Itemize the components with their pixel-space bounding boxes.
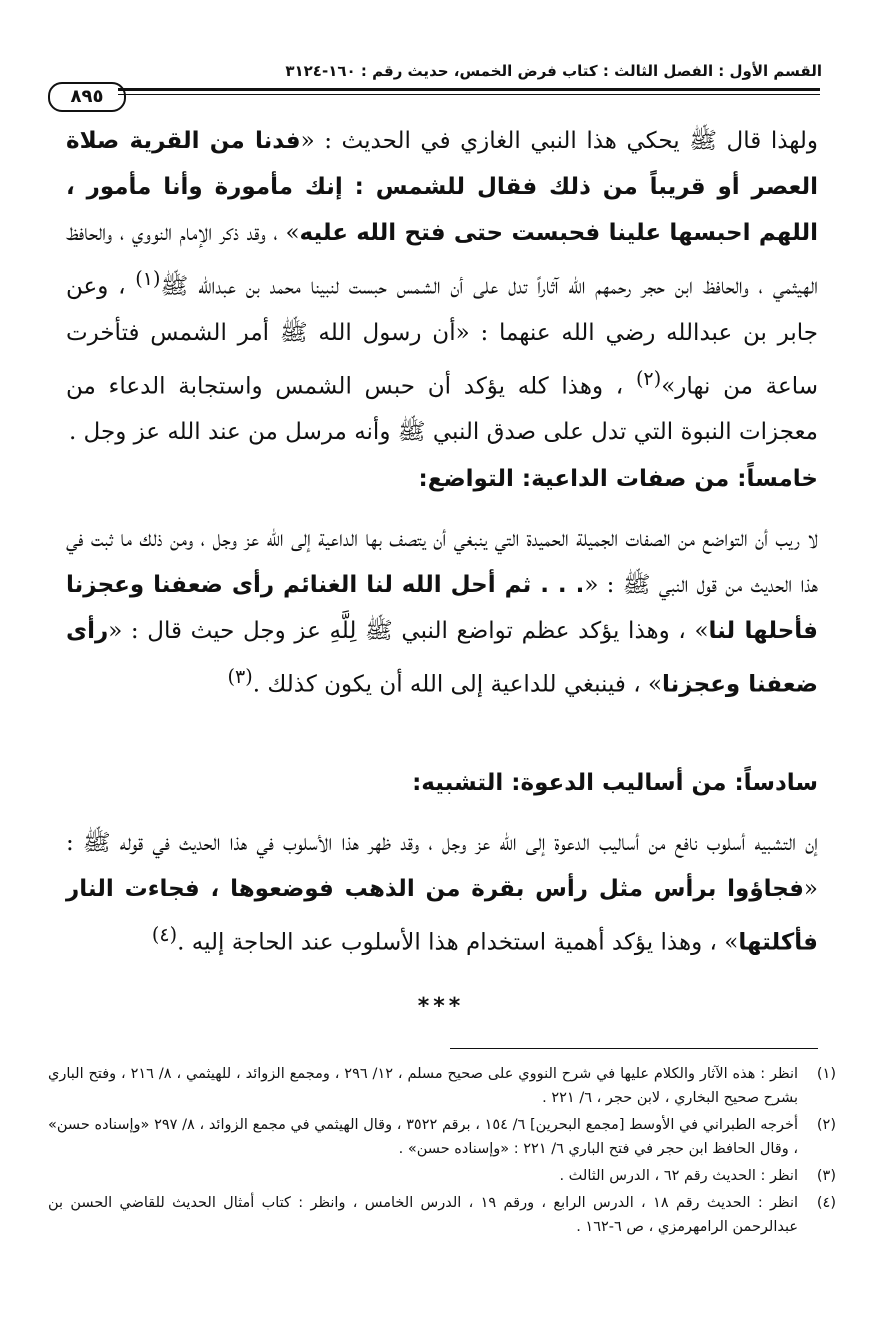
footnote-rule bbox=[450, 1048, 818, 1049]
running-header: القسم الأول : الفصل الثالث : كتاب فرض الخمس، حديث رقم : ١٦٠-٣١٢٤ bbox=[285, 62, 822, 80]
text-segment: » ، وهذا يؤكد عظم تواضع النبي ﷺ لِلَّهِ عز وجل حيث قال : « bbox=[108, 618, 709, 644]
text-segment: إن التشبيه أسلوب نافع من أساليب الدعوة إلى الله عز وجل ، وقد ظهر هذا الأسلوب في هذا الحديث في قوله ﷺ : « bbox=[66, 830, 818, 902]
footnote-text: انظر : الحديث رقم ٦٢ ، الدرس الثالث . bbox=[559, 1168, 798, 1184]
footnote-item bbox=[48, 1113, 836, 1161]
footnote-text: انظر : هذه الآثار والكلام عليها في شرح النووي على صحيح مسلم ، ١٢/ ٢٩٦ ، ومجمع الزوائد ، للهيثمي ، ٨/ ٢١٦ ، وفتح الباري بشرح صحيح البخاري ، لابن حجر ، ٦/ ٢٢١ . bbox=[48, 1066, 799, 1106]
page-number: ٨٩٥ bbox=[48, 82, 126, 112]
paragraph-1 bbox=[66, 118, 818, 455]
footnote-item bbox=[48, 1062, 836, 1110]
section-heading-humility: خامساً: من صفات الداعية: التواضع: bbox=[418, 466, 818, 492]
section-separator: *** bbox=[417, 994, 465, 1019]
footnote-ref-2[interactable]: (٢) bbox=[635, 366, 662, 390]
footnote-ref-4[interactable]: (٤) bbox=[151, 923, 178, 946]
header-rule-thick bbox=[118, 88, 820, 91]
header-rule-thin bbox=[118, 94, 820, 95]
footnote-ref-3[interactable]: (٣) bbox=[227, 665, 253, 688]
hadith-quote: فدنا من القرية صلاة العصر أو قريباً من ذلك فقال للشمس : إنك مأمورة وأنا مأمور ، اللهم احبسها علينا فحبست حتى فتح الله عليه bbox=[66, 128, 818, 246]
text-segment: لا ريب أن التواضع من الصفات الجميلة الحميدة التي ينبغي أن يتصف بها الداعية إلى الله عز وجل ، ومن ذلك ما ثبت في هذا الحديث من قول النبي ﷺ : « bbox=[66, 526, 818, 598]
footnote-number: (٤) bbox=[816, 1195, 836, 1211]
footnote-item bbox=[48, 1191, 836, 1239]
text-segment: » ، فينبغي للداعية إلى الله أن يكون كذلك . bbox=[252, 671, 663, 698]
text-segment: » ، وقد ذكر الإمام النووي ، والحافظ الهيثمي ، والحافظ ابن حجر رحمهم الله آثاراً تدل على أن الشمس حبست لنبينا محمد بن عبدالله ﷺ bbox=[66, 220, 818, 300]
text-segment: ولهذا قال ﷺ يحكي هذا النبي الغازي في الحديث : « bbox=[300, 128, 819, 154]
text-segment: ، وهذا كله يؤكد أن حبس الشمس واستجابة الدعاء من معجزات النبوة التي تدل على صدق النبي ﷺ وأنه مرسل من عند الله عز وجل . bbox=[66, 373, 818, 446]
hadith-quote: . . . ثم أحل الله لنا الغنائم رأى ضعفنا وعجزنا فأحلها لنا bbox=[66, 572, 818, 644]
footnote-number: (١) bbox=[816, 1066, 836, 1082]
footnote-item bbox=[48, 1164, 836, 1188]
text-segment: » ، وهذا يؤكد أهمية استخدام هذا الأسلوب عند الحاجة إليه . bbox=[177, 929, 739, 956]
hadith-quote: فجاؤوا برأس مثل رأس بقرة من الذهب فوضعوها ، فجاءت النار فأكلتها bbox=[66, 876, 818, 956]
footnote-text: أخرجه الطبراني في الأوسط [مجمع البحرين] ٦/ ١٥٤ ، برقم ٣٥٢٢ ، وقال الهيثمي في مجمع الزوائد ، ٨/ ٢٩٧ «وإسناده حسن» ، وقال الحافظ ابن حجر في فتح الباري ٦/ ٢٢١ : «وإسناده حسن» . bbox=[48, 1117, 798, 1157]
footnote-text: انظر : الحديث رقم ١٨ ، الدرس الرابع ، ورقم ١٩ ، الدرس الخامس ، وانظر : كتاب أمثال الحديث للقاضي الحسن بن عبدالرحمن الرامهرمزي ، ص ٦-١٦٢ . bbox=[48, 1195, 799, 1235]
section-5 bbox=[66, 456, 818, 708]
section-heading-analogy: سادساً: من أساليب الدعوة: التشبيه: bbox=[412, 770, 818, 796]
footnote-number: (٣) bbox=[816, 1168, 836, 1184]
footnote-ref-1[interactable]: (١) bbox=[135, 267, 161, 290]
footnote-number: (٢) bbox=[816, 1117, 836, 1133]
hadith-quote: رأى ضعفنا وعجزنا bbox=[66, 618, 818, 698]
footnotes bbox=[48, 1062, 836, 1242]
text-segment: ، وعن جابر بن عبدالله رضي الله عنهما : «أن رسول الله ﷺ أمر الشمس فتأخرت ساعة من نهار» bbox=[66, 273, 818, 400]
section-6 bbox=[66, 760, 818, 966]
